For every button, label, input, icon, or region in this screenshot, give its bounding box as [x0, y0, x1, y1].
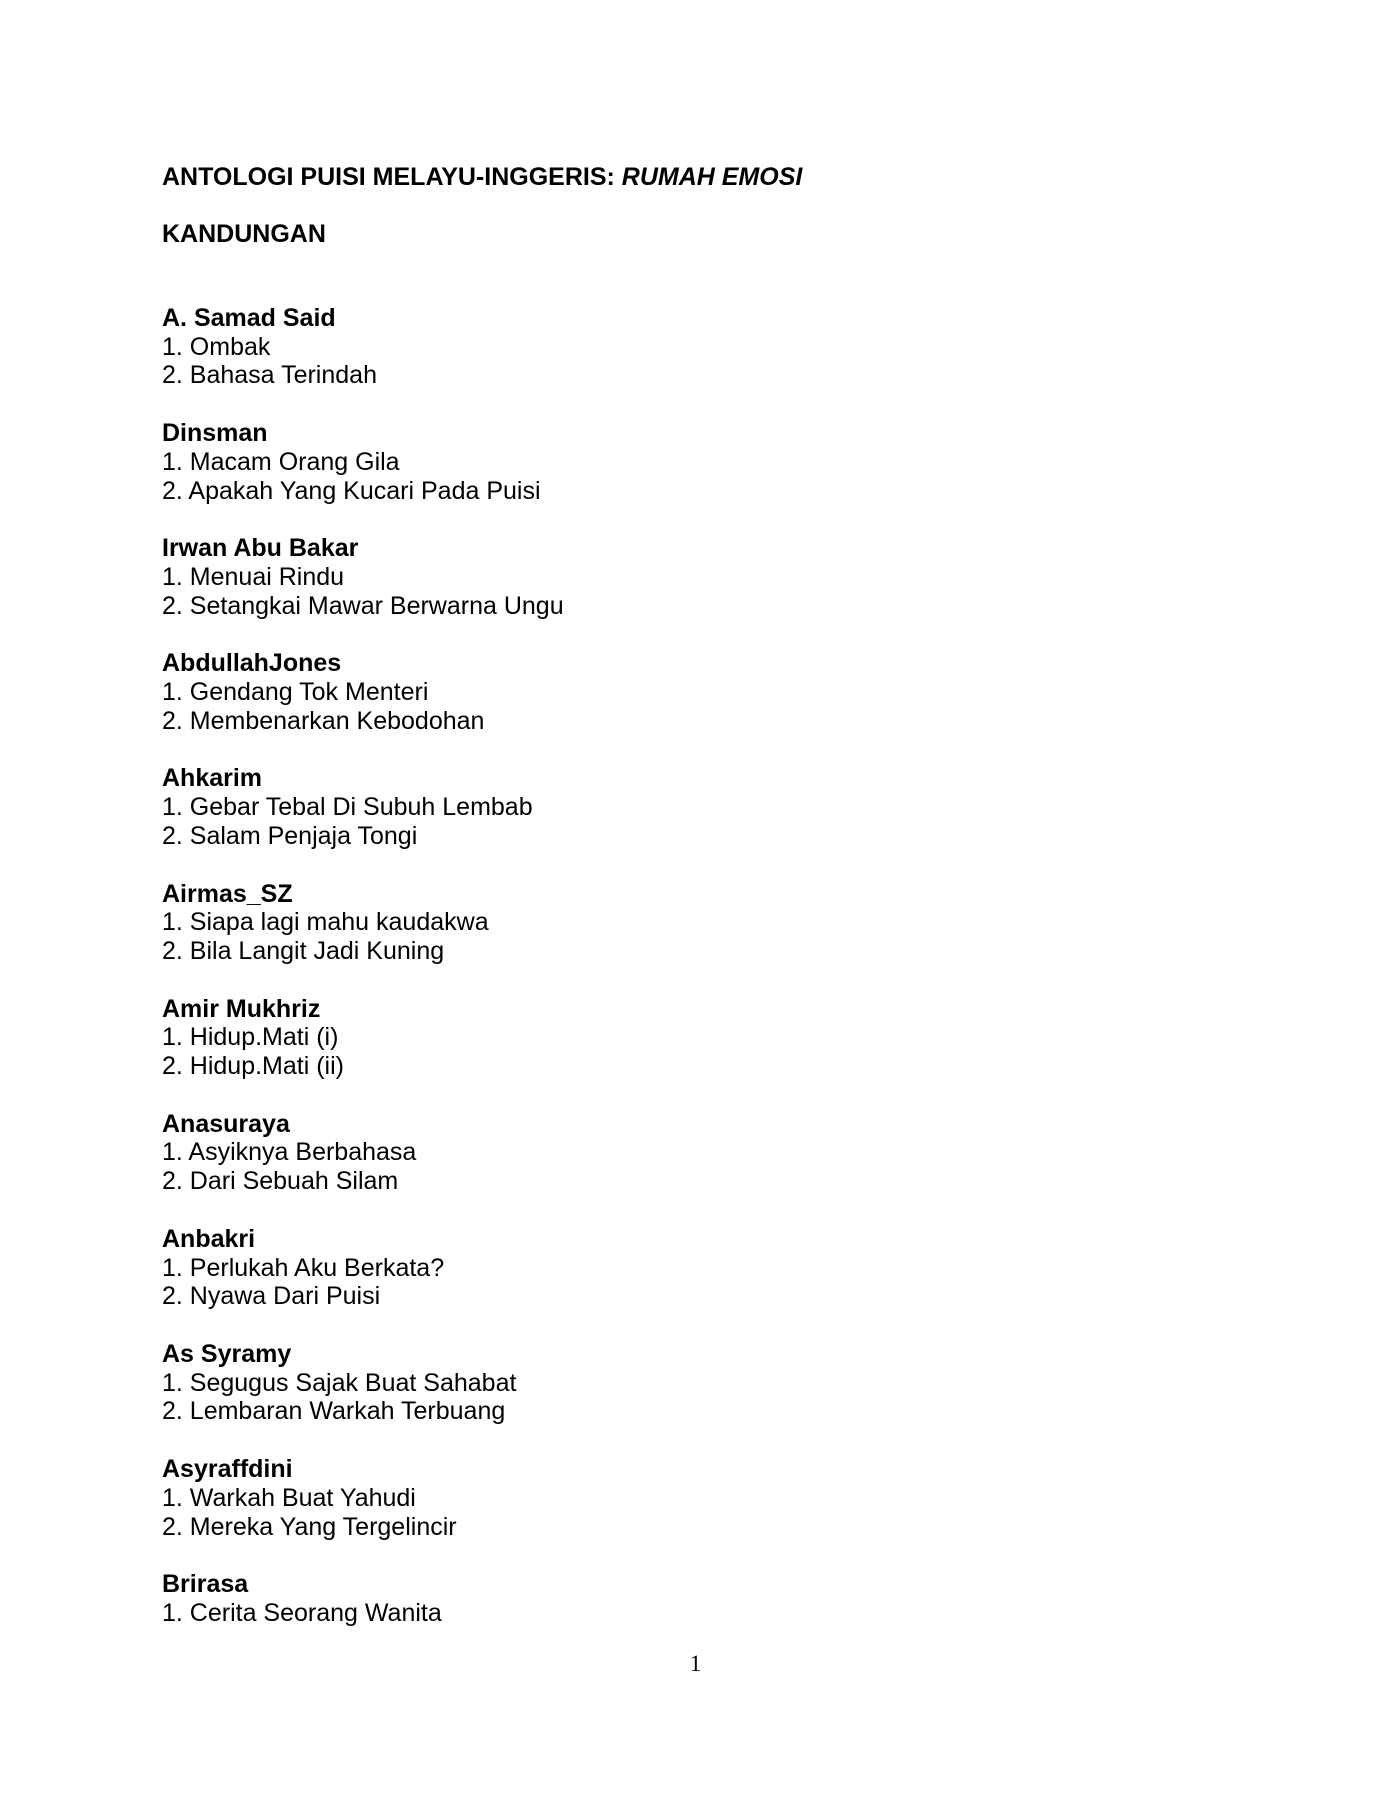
author-entry — [162, 649, 1062, 735]
author-entry — [162, 1570, 1062, 1627]
author-name: Airmas_SZ — [162, 879, 293, 908]
author-name: Brirasa — [162, 1570, 249, 1599]
author-entry — [162, 1455, 1062, 1541]
author-entry — [162, 880, 1062, 966]
author-name: A. Samad Said — [162, 304, 336, 332]
poem-title: 2. Salam Penjaja Tongi — [162, 821, 418, 850]
page-number: 1 — [689, 1651, 702, 1676]
author-entry — [162, 419, 1062, 505]
poem-title: 2. Apakah Yang Kucari Pada Puisi — [162, 476, 541, 505]
poem-title: 1. Ombak — [162, 332, 271, 361]
document-title-italic: RUMAH EMOSI — [621, 163, 803, 191]
poem-title: 1. Perlukah Aku Berkata? — [162, 1253, 445, 1282]
author-name: Irwan Abu Bakar — [162, 534, 359, 563]
author-name: Ahkarim — [162, 764, 263, 793]
poem-title: 1. Gendang Tok Menteri — [162, 678, 429, 707]
contents-heading: KANDUNGAN — [162, 220, 326, 248]
author-name: Amir Mukhriz — [162, 994, 321, 1023]
poem-title: 2. Bahasa Terindah — [162, 361, 377, 390]
poem-title: 1. Menuai Rindu — [162, 562, 345, 591]
author-entry — [162, 534, 1062, 620]
poem-title: 2. Bila Langit Jadi Kuning — [162, 936, 445, 965]
poem-title: 2. Setangkai Mawar Berwarna Ungu — [162, 591, 564, 620]
document-title — [162, 162, 802, 192]
poem-title: 1. Hidup.Mati (i) — [162, 1023, 339, 1052]
poem-title: 2. Hidup.Mati (ii) — [162, 1052, 344, 1081]
poem-title: 2. Lembaran Warkah Terbuang — [162, 1397, 506, 1426]
author-entry — [162, 1225, 1062, 1311]
poem-title: 2. Dari Sebuah Silam — [162, 1167, 399, 1196]
author-entry — [162, 764, 1062, 850]
author-name: Anbakri — [162, 1224, 256, 1253]
author-name: Dinsman — [162, 419, 268, 448]
poem-title: 2. Mereka Yang Tergelincir — [162, 1512, 457, 1541]
poem-title: 1. Segugus Sajak Buat Sahabat — [162, 1368, 517, 1397]
poem-title: 1. Macam Orang Gila — [162, 447, 400, 476]
poem-title: 1. Cerita Seorang Wanita — [162, 1598, 442, 1627]
author-entry — [162, 995, 1062, 1081]
author-entry — [162, 304, 1062, 390]
poem-title: 1. Gebar Tebal Di Subuh Lembab — [162, 793, 533, 822]
poem-title: 1. Asyiknya Berbahasa — [162, 1138, 417, 1167]
author-entry — [162, 1110, 1062, 1196]
author-name: As Syramy — [162, 1339, 292, 1368]
poem-title: 1. Siapa lagi mahu kaudakwa — [162, 908, 489, 937]
author-name: Asyraffdini — [162, 1455, 293, 1484]
author-name: Anasuraya — [162, 1109, 290, 1138]
poem-title: 2. Membenarkan Kebodohan — [162, 706, 485, 735]
poem-title: 2. Nyawa Dari Puisi — [162, 1282, 381, 1311]
document-title-main: ANTOLOGI PUISI MELAYU-INGGERIS: — [162, 163, 622, 191]
poem-title: 1. Warkah Buat Yahudi — [162, 1483, 416, 1512]
author-name: AbdullahJones — [162, 649, 342, 678]
table-of-contents — [162, 304, 1062, 1657]
author-entry — [162, 1340, 1062, 1426]
